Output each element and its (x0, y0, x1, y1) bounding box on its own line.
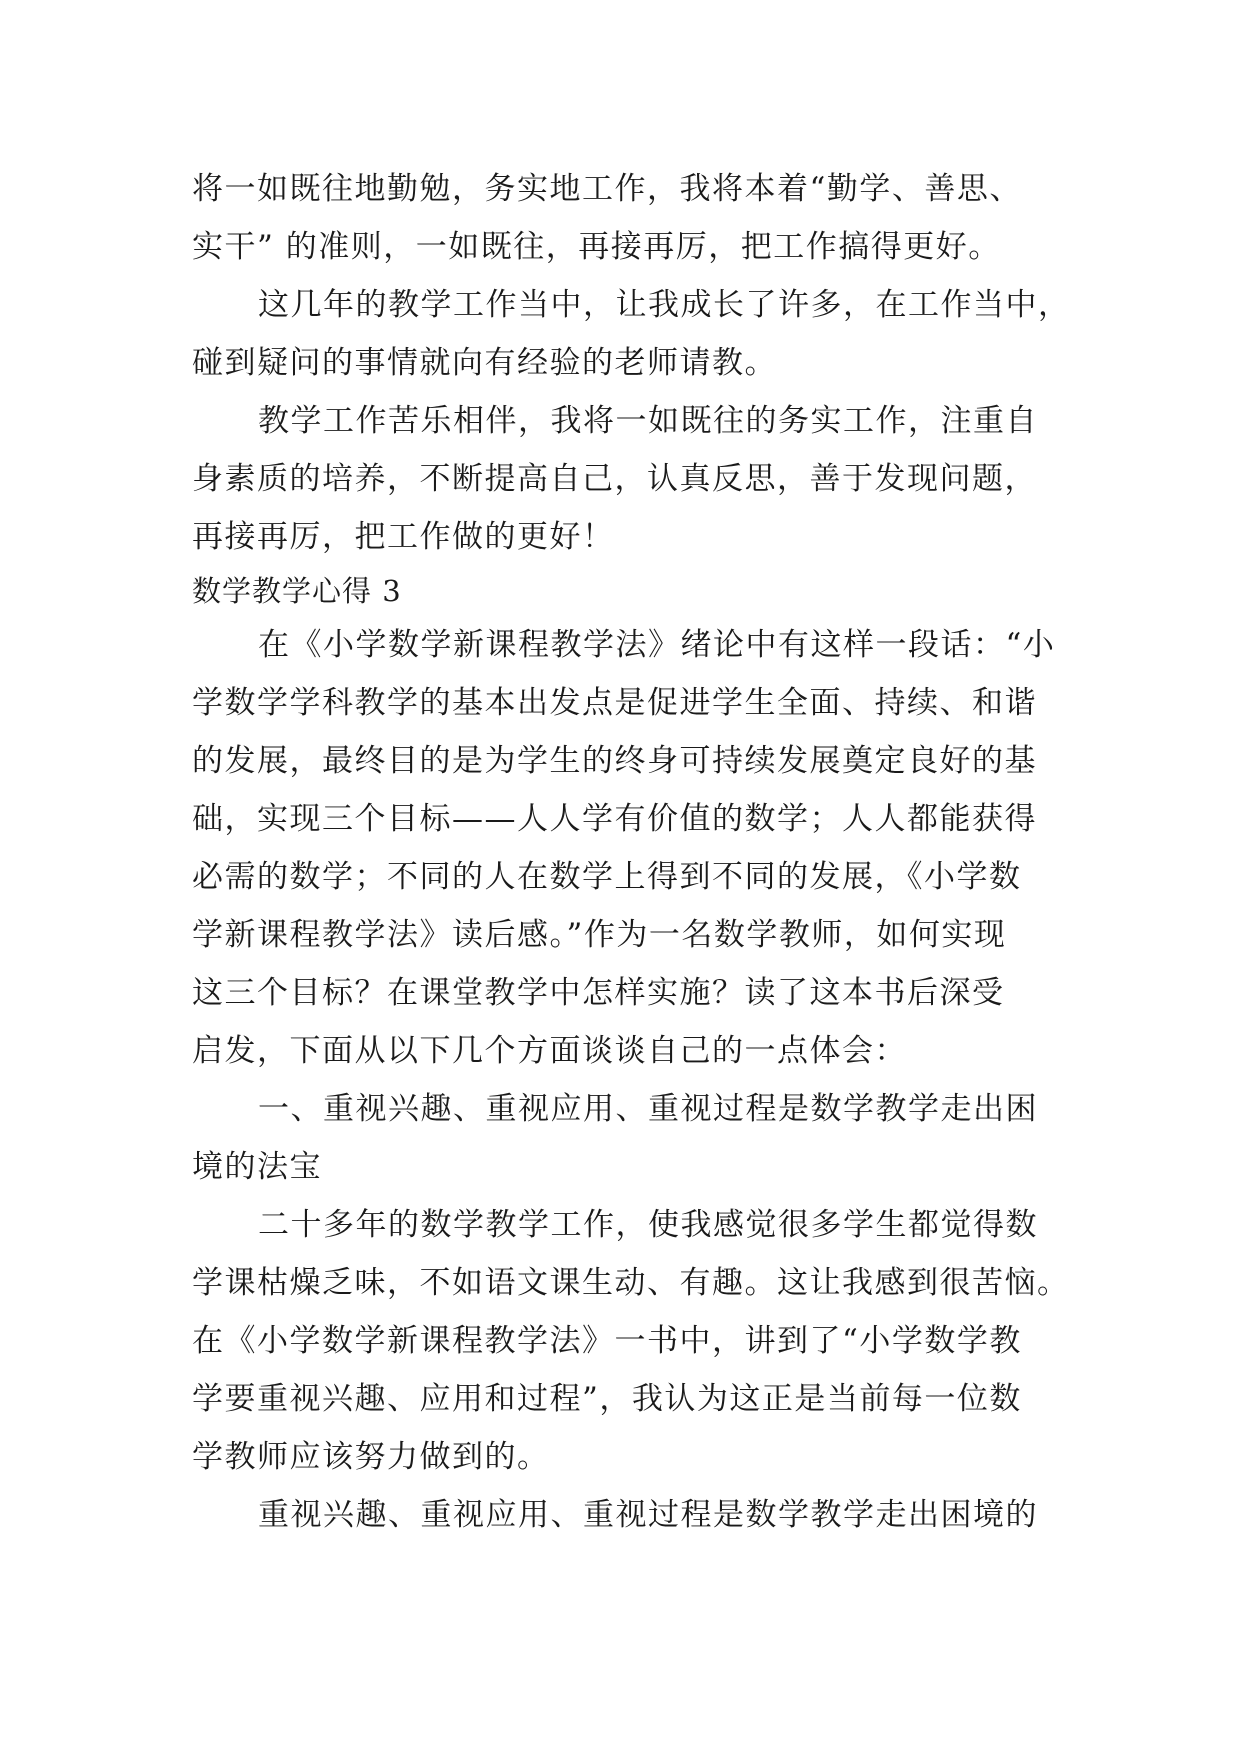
text-line: 实干” 的准则，一如既往，再接再厉，把工作搞得更好。 (192, 229, 1001, 265)
text-line: 碰到疑问的事情就向有经验的老师请教。 (192, 345, 777, 381)
paragraph-start-line: 二十多年的数学教学工作，使我感觉很多学生都觉得数 (258, 1207, 1038, 1243)
text-line: 学要重视兴趣、应用和过程”，我认为这正是当前每一位数 (192, 1381, 1022, 1417)
text-line: 启发，下面从以下几个方面谈谈自己的一点体会： (192, 1033, 907, 1069)
paragraph-start-line: 重视兴趣、重视应用、重视过程是数学教学走出困境的 (258, 1497, 1038, 1533)
text-line: 础，实现三个目标——人人学有价值的数学；人人都能获得 (192, 801, 1037, 837)
text-line: 的发展，最终目的是为学生的终身可持续发展奠定良好的基 (192, 743, 1037, 779)
paragraph-start-line: 这几年的教学工作当中，让我成长了许多，在工作当中， (258, 287, 1071, 323)
text-line: 必需的数学；不同的人在数学上得到不同的发展，《小学数 (192, 859, 1022, 895)
text-line: 学数学学科教学的基本出发点是促进学生全面、持续、和谐 (192, 685, 1037, 721)
text-line: 境的法宝 (192, 1149, 322, 1185)
paragraph-start-line: 教学工作苦乐相伴，我将一如既往的务实工作，注重自 (258, 403, 1038, 439)
text-line: 再接再厉，把工作做的更好！ (192, 519, 615, 555)
section-heading: 数学教学心得 3 (192, 574, 402, 608)
text-line: 在《小学数学新课程教学法》一书中，讲到了“小学数学教 (192, 1323, 1022, 1359)
text-line: 身素质的培养，不断提高自己，认真反思，善于发现问题， (192, 461, 1037, 497)
text-line: 学课枯燥乏味，不如语文课生动、有趣。这让我感到很苦恼。 (192, 1265, 1070, 1301)
paragraph-start-line: 在《小学数学新课程教学法》绪论中有这样一段话：“小 (258, 627, 1056, 663)
paragraph-start-line: 一、重视兴趣、重视应用、重视过程是数学教学走出困 (258, 1091, 1038, 1127)
text-line: 将一如既往地勤勉，务实地工作，我将本着“勤学、善思、 (192, 171, 1022, 207)
text-line: 学教师应该努力做到的。 (192, 1439, 550, 1475)
text-line: 这三个目标？在课堂教学中怎样实施？读了这本书后深受 (192, 975, 1005, 1011)
document-body (192, 160, 1071, 1544)
text-line: 学新课程教学法》读后感。”作为一名数学教师，如何实现 (192, 917, 1007, 953)
